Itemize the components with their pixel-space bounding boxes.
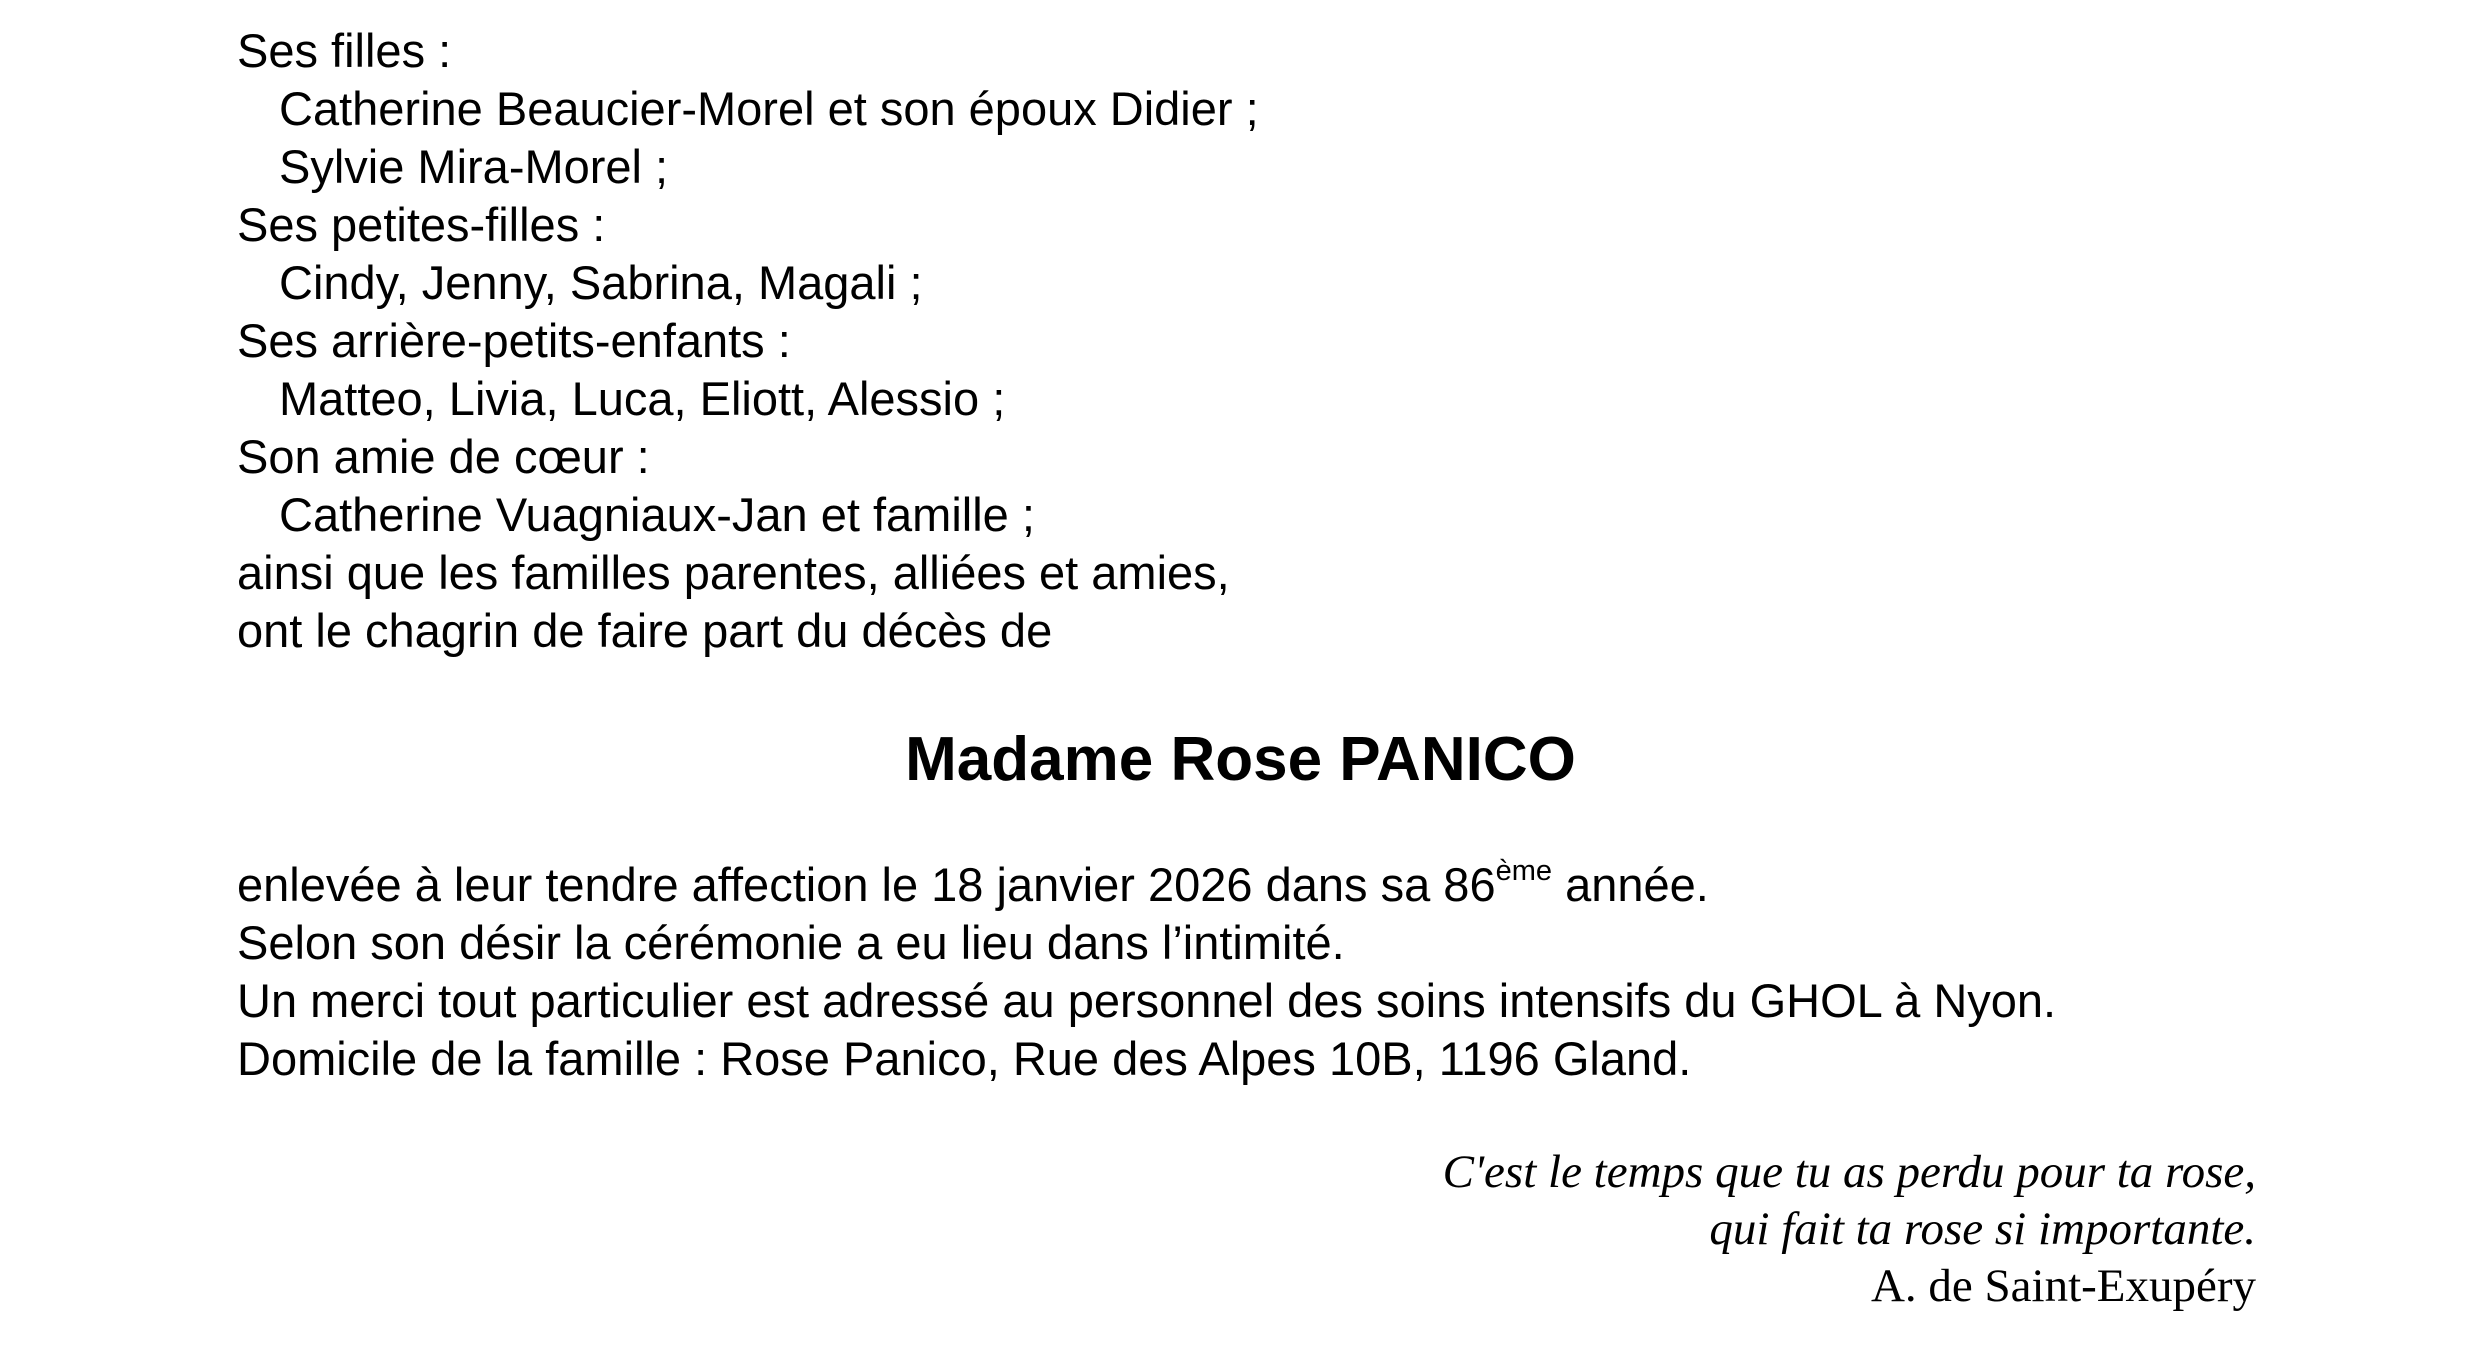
details-line-ceremony: Selon son désir la cérémonie a eu lieu dans l’intimité. (237, 916, 1345, 969)
details-line-thanks: Un merci tout particulier est adressé au personnel des soins intensifs du GHOL à Nyon. (237, 974, 2057, 1027)
family-line-companion: Catherine Vuagniaux-Jan et famille ; (279, 488, 1035, 541)
quote-line-1: C'est le temps que tu as perdu pour ta rose, (1442, 1146, 2256, 1198)
details-line-date (237, 856, 2056, 914)
family-line-relatives: ainsi que les familles parentes, alliées et amies, (237, 546, 1230, 599)
family-line-granddaughters-heading: Ses petites-filles : (237, 198, 606, 251)
family-line-granddaughters: Cindy, Jenny, Sabrina, Magali ; (279, 256, 923, 309)
details-ordinal-suffix: ème (1495, 855, 1553, 888)
family-line-daughter-sylvie: Sylvie Mira-Morel ; (279, 140, 669, 193)
quote-author: A. de Saint-Exupéry (1870, 1260, 2256, 1312)
death-details (237, 856, 2056, 1088)
closing-quote (1443, 1144, 2256, 1315)
details-date-text: enlevée à leur tendre affection le 18 janvier 2026 dans sa 86 (237, 858, 1496, 911)
family-line-announcement: ont le chagrin de faire part du décès de (237, 604, 1053, 657)
deceased-name: Madame Rose PANICO (905, 725, 1576, 794)
details-line-address: Domicile de la famille : Rose Panico, Rue des Alpes 10B, 1196 Gland. (237, 1032, 1692, 1085)
details-date-year-word: année. (1552, 858, 1709, 911)
family-line-daughters-heading: Ses filles : (237, 24, 452, 77)
quote-line-2: qui fait ta rose si importante. (1709, 1203, 2256, 1255)
family-line-great-grandchildren-heading: Ses arrière-petits-enfants : (237, 314, 791, 367)
family-line-companion-heading: Son amie de cœur : (237, 430, 650, 483)
family-line-great-grandchildren: Matteo, Livia, Luca, Eliott, Alessio ; (279, 372, 1006, 425)
family-announcement (237, 22, 1259, 660)
family-line-daughter-catherine: Catherine Beaucier-Morel et son époux Didier ; (279, 82, 1259, 135)
